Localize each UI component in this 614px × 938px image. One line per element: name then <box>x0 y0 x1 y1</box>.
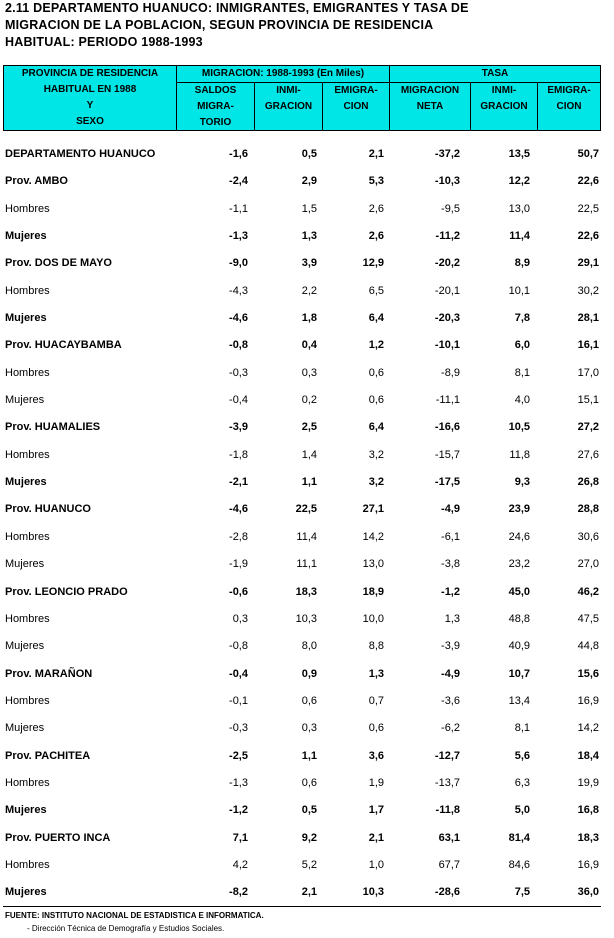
row-value: 40,9 <box>508 640 530 653</box>
row-value: 1,3 <box>368 667 384 680</box>
header-migracion-neta-line: MIGRACION <box>400 85 460 96</box>
row-value: 5,6 <box>514 749 530 762</box>
row-value: 0,5 <box>301 804 317 817</box>
row-value: 1,2 <box>368 339 384 352</box>
row-value: 8,1 <box>514 722 530 735</box>
row-label: Prov. HUANUCO <box>5 503 91 516</box>
row-label: Hombres <box>5 858 50 871</box>
row-value: 16,8 <box>577 804 599 817</box>
row-label: Hombres <box>5 448 50 461</box>
row-value: 0,3 <box>301 366 317 379</box>
row-value: 3,2 <box>368 448 384 461</box>
row-value: 45,0 <box>508 585 530 598</box>
footer-note: - Dirección Técnica de Demografía y Estudios Sociales. <box>27 924 225 933</box>
row-label: Mujeres <box>5 476 47 489</box>
row-value: 24,6 <box>508 530 530 543</box>
row-value: -16,6 <box>434 421 460 434</box>
row-value: 0,7 <box>368 694 384 707</box>
table-row <box>0 770 614 797</box>
row-value: -3,9 <box>229 421 248 434</box>
row-value: 63,1 <box>438 831 460 844</box>
row-value: 10,3 <box>362 886 384 899</box>
row-value: 9,3 <box>514 476 530 489</box>
row-value: 5,3 <box>368 175 384 188</box>
row-value: -1,8 <box>229 448 248 461</box>
row-value: -3,6 <box>441 694 460 707</box>
row-value: -11,2 <box>435 230 460 243</box>
table-row <box>0 852 614 879</box>
table-row <box>0 606 614 633</box>
header-inmigracion <box>255 83 322 115</box>
row-value: -9,0 <box>229 257 248 270</box>
row-value: 7,1 <box>232 831 248 844</box>
row-value: -9,5 <box>441 202 460 215</box>
table-body <box>0 141 614 907</box>
table-row <box>0 250 614 277</box>
table-footer <box>5 909 605 935</box>
header-provincia-line: PROVINCIA DE RESIDENCIA <box>21 68 159 79</box>
row-value: -6,2 <box>441 722 460 735</box>
row-label: Mujeres <box>5 312 47 325</box>
row-value: 12,2 <box>508 175 530 188</box>
title-line-3: HABITUAL: PERIODO 1988-1993 <box>5 35 203 49</box>
table-header <box>3 65 601 131</box>
row-value: 1,0 <box>368 858 384 871</box>
row-value: -4,6 <box>229 312 248 325</box>
row-value: 46,2 <box>577 585 599 598</box>
row-value: 17,0 <box>577 366 599 379</box>
row-value: 6,0 <box>514 339 530 352</box>
row-label: Mujeres <box>5 394 45 407</box>
row-value: 0,3 <box>232 612 248 625</box>
row-value: 1,8 <box>301 312 317 325</box>
header-tasa-emigracion-line: CION <box>556 101 582 112</box>
row-value: -20,1 <box>434 284 460 297</box>
bottom-divider <box>3 906 601 907</box>
row-value: -0,3 <box>229 366 248 379</box>
row-value: 28,8 <box>577 503 599 516</box>
table-row <box>0 661 614 688</box>
row-value: 26,8 <box>577 476 599 489</box>
row-value: -20,3 <box>434 312 460 325</box>
header-provincia-line: SEXO <box>76 116 104 127</box>
row-value: 13,0 <box>508 202 530 215</box>
row-label: Prov. HUACAYBAMBA <box>5 339 122 352</box>
row-value: 84,6 <box>508 858 530 871</box>
row-value: -11,8 <box>435 804 460 817</box>
row-value: -8,9 <box>441 366 460 379</box>
row-value: -0,1 <box>229 694 248 707</box>
row-value: -1,2 <box>229 804 248 817</box>
row-label: Prov. AMBO <box>5 175 68 188</box>
row-value: 10,1 <box>508 284 530 297</box>
row-value: 7,8 <box>514 312 530 325</box>
row-value: 3,6 <box>368 749 384 762</box>
row-value: 67,7 <box>438 858 460 871</box>
row-label: Mujeres <box>5 804 47 817</box>
row-value: 0,6 <box>368 366 384 379</box>
row-value: 8,9 <box>514 257 530 270</box>
row-value: 13,5 <box>508 148 530 160</box>
header-migracion-neta-line: NETA <box>416 101 444 112</box>
row-value: 2,1 <box>301 886 317 899</box>
table-row <box>0 633 614 660</box>
row-label: Prov. HUAMALIES <box>5 421 101 434</box>
row-value: -1,3 <box>229 230 248 243</box>
table-row <box>0 168 614 195</box>
row-value: 10,7 <box>508 667 530 680</box>
row-value: 0,6 <box>301 776 317 789</box>
row-value: 27,2 <box>577 421 599 434</box>
row-value: -15,7 <box>434 448 460 461</box>
row-value: -1,9 <box>229 558 248 571</box>
header-provincia <box>4 66 176 130</box>
row-value: -1,2 <box>441 585 460 598</box>
row-value: 8,8 <box>368 640 384 653</box>
header-saldos-line: MIGRA- <box>197 101 234 112</box>
row-value: 18,3 <box>577 831 599 844</box>
row-value: 0,5 <box>301 148 317 160</box>
row-label: Prov. MARAÑON <box>5 667 93 680</box>
row-value: 22,6 <box>577 175 599 188</box>
table-row <box>0 579 614 606</box>
title-line-1: 2.11 DEPARTAMENTO HUANUCO: INMIGRANTES, EMIGRANTES Y TASA DE <box>5 1 469 15</box>
row-label: Hombres <box>5 202 50 215</box>
table-row <box>0 879 614 906</box>
row-label: Mujeres <box>5 640 45 653</box>
row-value: 0,9 <box>301 667 317 680</box>
table-row <box>0 743 614 770</box>
row-value: -37,2 <box>434 148 460 160</box>
row-value: 0,2 <box>301 394 317 407</box>
row-value: 10,3 <box>295 612 317 625</box>
table-row <box>0 715 614 742</box>
row-value: 6,4 <box>368 312 384 325</box>
row-value: 13,4 <box>508 694 530 707</box>
row-value: -0,6 <box>229 585 248 598</box>
row-value: 4,0 <box>514 394 530 407</box>
row-value: 14,2 <box>362 530 384 543</box>
header-tasa-inmigracion <box>471 83 537 115</box>
row-value: -13,7 <box>434 776 460 789</box>
table-row <box>0 305 614 332</box>
table-row <box>0 387 614 414</box>
row-value: 14,2 <box>577 722 599 735</box>
table-row <box>0 825 614 852</box>
row-value: 47,5 <box>577 612 599 625</box>
row-value: 8,1 <box>514 366 530 379</box>
footer-source: FUENTE: INSTITUTO NACIONAL DE ESTADISTICA E INFORMATICA. <box>5 911 264 920</box>
table-row <box>0 196 614 223</box>
row-label: Mujeres <box>5 886 47 899</box>
header-saldos <box>177 83 254 131</box>
row-value: -17,5 <box>434 476 460 489</box>
row-value: 81,4 <box>508 831 530 844</box>
header-group-tasa: TASA <box>481 68 509 79</box>
table-row <box>0 442 614 469</box>
row-value: 15,1 <box>577 394 599 407</box>
row-value: -2,4 <box>229 175 248 188</box>
row-label: Prov. DOS DE MAYO <box>5 257 112 270</box>
row-value: 18,3 <box>295 585 317 598</box>
row-value: -0,8 <box>229 640 248 653</box>
row-value: -0,8 <box>229 339 248 352</box>
row-value: -0,3 <box>229 722 248 735</box>
row-value: -10,1 <box>434 339 460 352</box>
row-value: 0,4 <box>301 339 317 352</box>
row-value: 48,8 <box>508 612 530 625</box>
row-value: -8,2 <box>229 886 248 899</box>
row-value: 22,5 <box>295 503 317 516</box>
row-value: 15,6 <box>577 667 599 680</box>
row-value: 1,4 <box>301 448 317 461</box>
header-provincia-line: Y <box>86 100 94 111</box>
table-row <box>0 141 614 168</box>
row-label: Prov. PUERTO INCA <box>5 831 111 844</box>
row-value: -4,3 <box>229 284 248 297</box>
row-value: 1,7 <box>368 804 384 817</box>
row-value: -4,6 <box>229 503 248 516</box>
row-value: 23,9 <box>508 503 530 516</box>
header-saldos-line: TORIO <box>199 117 232 128</box>
row-label: Hombres <box>5 284 50 297</box>
row-value: 10,0 <box>362 612 384 625</box>
row-value: -4,9 <box>441 503 460 516</box>
header-inmigracion-line: GRACION <box>264 101 313 112</box>
table-row <box>0 414 614 441</box>
row-value: 27,0 <box>577 558 599 571</box>
row-value: 1,1 <box>301 749 317 762</box>
row-value: 36,0 <box>577 886 599 899</box>
row-label: Prov. LEONCIO PRADO <box>5 585 128 598</box>
header-tasa-emigracion <box>538 83 600 115</box>
header-tasa-inmigracion-line: INMI- <box>491 85 517 96</box>
row-value: 22,5 <box>577 202 599 215</box>
table-row <box>0 524 614 551</box>
row-value: -20,2 <box>434 257 460 270</box>
row-value: 2,1 <box>368 148 384 160</box>
row-label: Hombres <box>5 694 50 707</box>
row-value: 1,5 <box>301 202 317 215</box>
row-value: -2,8 <box>229 530 248 543</box>
row-label: DEPARTAMENTO HUANUCO <box>5 148 156 160</box>
row-value: 7,5 <box>514 886 530 899</box>
row-value: 23,2 <box>508 558 530 571</box>
row-value: -1,1 <box>229 202 248 215</box>
row-label: Mujeres <box>5 722 45 735</box>
row-value: -2,5 <box>229 749 248 762</box>
table-title <box>5 0 605 51</box>
row-value: -0,4 <box>229 394 248 407</box>
row-value: 19,9 <box>577 776 599 789</box>
row-value: 12,9 <box>362 257 384 270</box>
row-value: -6,1 <box>441 530 460 543</box>
header-tasa-inmigracion-line: GRACION <box>480 101 528 112</box>
row-value: -1,6 <box>229 148 248 160</box>
row-value: 6,3 <box>514 776 530 789</box>
row-value: 11,4 <box>509 230 530 243</box>
row-value: -3,9 <box>441 640 460 653</box>
row-label: Hombres <box>5 530 50 543</box>
row-value: 13,0 <box>362 558 384 571</box>
header-migracion-neta <box>390 83 470 115</box>
row-value: 3,2 <box>368 476 384 489</box>
row-value: 30,6 <box>577 530 599 543</box>
row-label: Prov. PACHITEA <box>5 749 91 762</box>
row-value: 6,4 <box>368 421 384 434</box>
table-row <box>0 469 614 496</box>
row-value: 50,7 <box>577 148 599 160</box>
row-value: 16,1 <box>577 339 599 352</box>
row-value: 1,3 <box>301 230 317 243</box>
table-row <box>0 551 614 578</box>
header-inmigracion-line: INMI- <box>276 85 301 96</box>
table-row <box>0 360 614 387</box>
header-tasa-emigracion-line: EMIGRA- <box>547 85 591 96</box>
row-value: 27,1 <box>362 503 384 516</box>
row-value: 28,1 <box>577 312 599 325</box>
row-value: 11,8 <box>509 448 530 461</box>
row-value: 2,5 <box>301 421 317 434</box>
row-value: 0,3 <box>301 722 317 735</box>
row-value: 3,9 <box>301 257 317 270</box>
header-emigracion-line: CION <box>343 101 369 112</box>
row-value: 44,8 <box>577 640 599 653</box>
row-value: 16,9 <box>577 694 599 707</box>
row-value: 5,2 <box>301 858 317 871</box>
row-value: 10,5 <box>508 421 530 434</box>
row-value: -10,3 <box>434 175 460 188</box>
row-value: 2,6 <box>368 230 384 243</box>
row-value: -1,3 <box>229 776 248 789</box>
table-row <box>0 223 614 250</box>
row-value: 29,1 <box>577 257 599 270</box>
header-provincia-line: HABITUAL EN 1988 <box>43 84 137 95</box>
row-value: -0,4 <box>229 667 248 680</box>
row-value: 4,2 <box>232 858 248 871</box>
title-line-2: MIGRACION DE LA POBLACION, SEGUN PROVINCIA DE RESIDENCIA <box>5 18 434 32</box>
row-value: 1,9 <box>368 776 384 789</box>
table-row <box>0 688 614 715</box>
row-value: 9,2 <box>301 831 317 844</box>
row-value: 6,5 <box>368 284 384 297</box>
row-value: 8,0 <box>301 640 317 653</box>
row-value: 18,9 <box>362 585 384 598</box>
row-value: 0,6 <box>301 694 317 707</box>
row-value: 2,2 <box>301 284 317 297</box>
table-row <box>0 332 614 359</box>
row-label: Mujeres <box>5 230 47 243</box>
header-emigracion-line: EMIGRA- <box>334 85 378 96</box>
row-value: 27,6 <box>577 448 599 461</box>
row-value: 22,6 <box>577 230 599 243</box>
row-value: 0,6 <box>368 394 384 407</box>
row-label: Hombres <box>5 612 50 625</box>
row-value: -4,9 <box>441 667 460 680</box>
row-value: -12,7 <box>434 749 460 762</box>
header-saldos-line: SALDOS <box>194 85 237 96</box>
row-value: 1,1 <box>301 476 317 489</box>
header-group-migracion: MIGRACION: 1988-1993 (En Miles) <box>201 68 365 79</box>
row-value: 2,9 <box>301 175 317 188</box>
row-value: -3,8 <box>441 558 460 571</box>
row-label: Hombres <box>5 366 50 379</box>
row-value: 11,4 <box>296 530 317 543</box>
row-value: -2,1 <box>229 476 248 489</box>
row-value: 30,2 <box>577 284 599 297</box>
row-value: -28,6 <box>434 886 460 899</box>
row-value: 2,6 <box>368 202 384 215</box>
table-row <box>0 278 614 305</box>
row-value: 11,1 <box>296 558 317 571</box>
row-value: 2,1 <box>368 831 384 844</box>
row-value: 18,4 <box>577 749 599 762</box>
table-row <box>0 496 614 523</box>
row-value: 1,3 <box>444 612 460 625</box>
header-emigracion <box>323 83 389 115</box>
row-value: 16,9 <box>577 858 599 871</box>
table-row <box>0 797 614 824</box>
row-value: 5,0 <box>514 804 530 817</box>
row-value: -11,1 <box>435 394 460 407</box>
row-label: Mujeres <box>5 558 45 571</box>
row-value: 0,6 <box>368 722 384 735</box>
row-label: Hombres <box>5 776 50 789</box>
